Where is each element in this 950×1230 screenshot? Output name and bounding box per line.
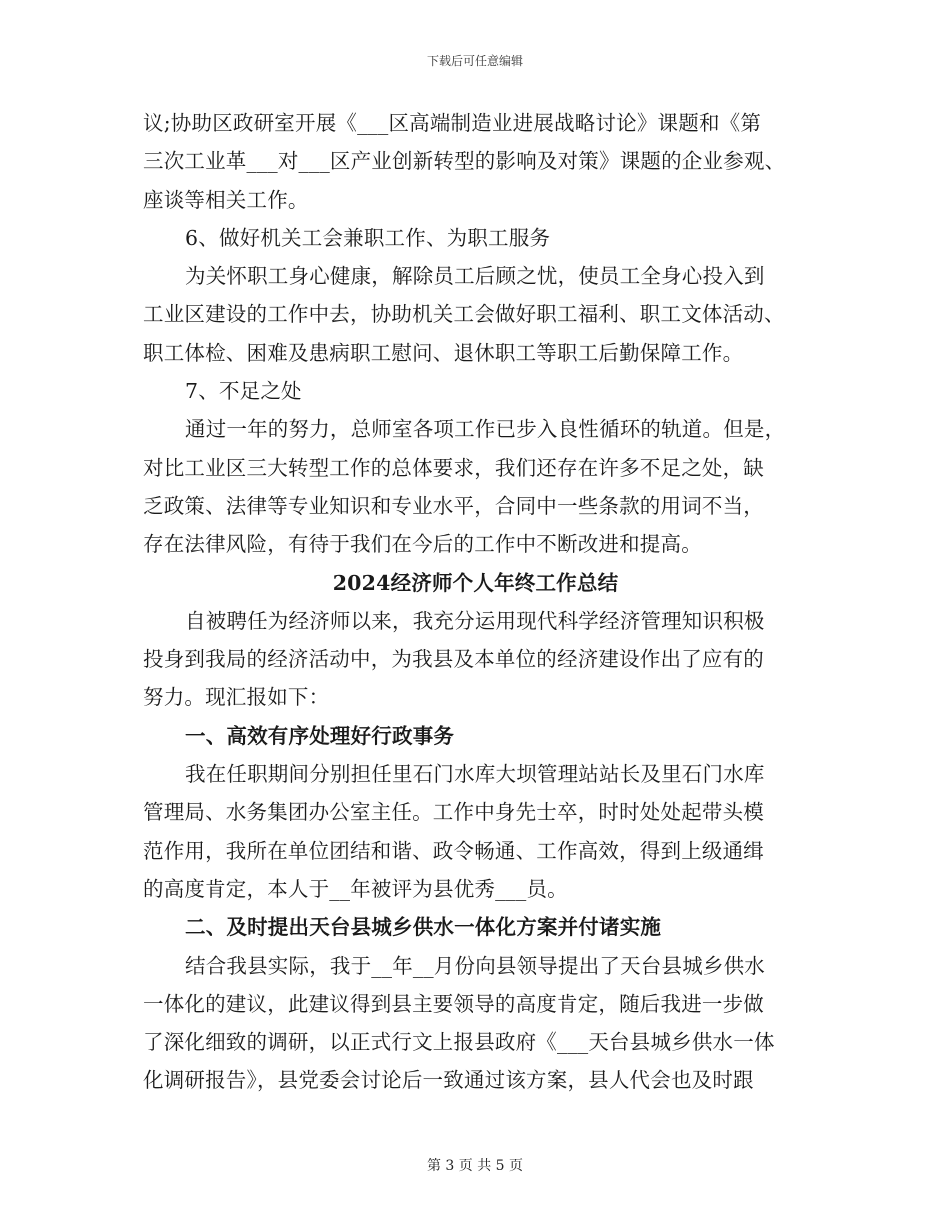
body-line: 管理局、水务集团办公室主任。工作中身先士卒，时时处处起带头模 <box>143 800 764 825</box>
body-line: 投身到我局的经济活动中，为我县及本单位的经济建设作出了应有的 <box>143 647 764 672</box>
body-line: 议;协助区政研室开展《___区高端制造业进展战略讨论》课题和《第 <box>143 111 762 135</box>
body-line: 职工体检、困难及患病职工慰问、退休职工等职工后勤保障工作。 <box>143 340 744 365</box>
section-heading: 二、及时提出天台县城乡供水一体化方案并付诸实施 <box>185 915 662 940</box>
body-line: 一体化的建议，此建议得到县主要领导的高度肯定，随后我进一步做 <box>143 991 764 1016</box>
section-heading: 一、高效有序处理好行政事务 <box>185 723 455 748</box>
body-line: 我在任职期间分别担任里石门水库大坝管理站站长及里石门水库 <box>185 762 765 787</box>
body-line: 努力。现汇报如下： <box>143 685 330 710</box>
body-line: 结合我县实际，我于__年__月份向县领导提出了天台县城乡供水 <box>185 953 765 978</box>
page-number: 第 3 页 共 5 页 <box>426 1158 524 1174</box>
body-line: 的高度肯定，本人于__年被评为县优秀___员。 <box>143 876 568 901</box>
section-heading: 6、做好机关工会兼职工作、为职工服务 <box>185 225 551 250</box>
body-line: 自被聘任为经济师以来，我充分运用现代科学经济管理知识积极 <box>185 608 765 633</box>
body-line: 通过一年的努力，总师室各项工作已步入良性循环的轨道。但是， <box>185 417 786 442</box>
page-header: 下载后可任意编辑 <box>426 54 523 68</box>
document-title: 2024经济师个人年终工作总结 <box>332 570 619 595</box>
body-line: 化调研报告》，县党委会讨论后一致通过该方案，县人代会也及时跟 <box>143 1068 754 1093</box>
body-line: 了深化细致的调研，以正式行文上报县政府《___天台县城乡供水一体 <box>143 1030 775 1055</box>
body-line: 范作用，我所在单位团结和谐、政令畅通、工作高效，得到上级通缉 <box>143 838 764 863</box>
body-line: 乏政策、法律等专业知识和专业水平，合同中一些条款的用词不当， <box>143 493 764 518</box>
document-body <box>143 104 808 1100</box>
body-line: 座谈等相关工作。 <box>143 187 309 212</box>
body-line: 工业区建设的工作中去，协助机关工会做好职工福利、职工文体活动、 <box>143 302 785 327</box>
section-heading: 7、不足之处 <box>185 379 302 404</box>
body-line: 对比工业区三大转型工作的总体要求，我们还存在许多不足之处，缺 <box>143 455 764 480</box>
body-line: 三次工业革___对___区产业创新转型的影响及对策》课题的企业参观、 <box>143 149 786 174</box>
body-line: 存在法律风险，有待于我们在今后的工作中不断改进和提高。 <box>143 532 702 557</box>
body-line: 为关怀职工身心健康，解除员工后顾之忧，使员工全身心投入到 <box>185 264 765 289</box>
